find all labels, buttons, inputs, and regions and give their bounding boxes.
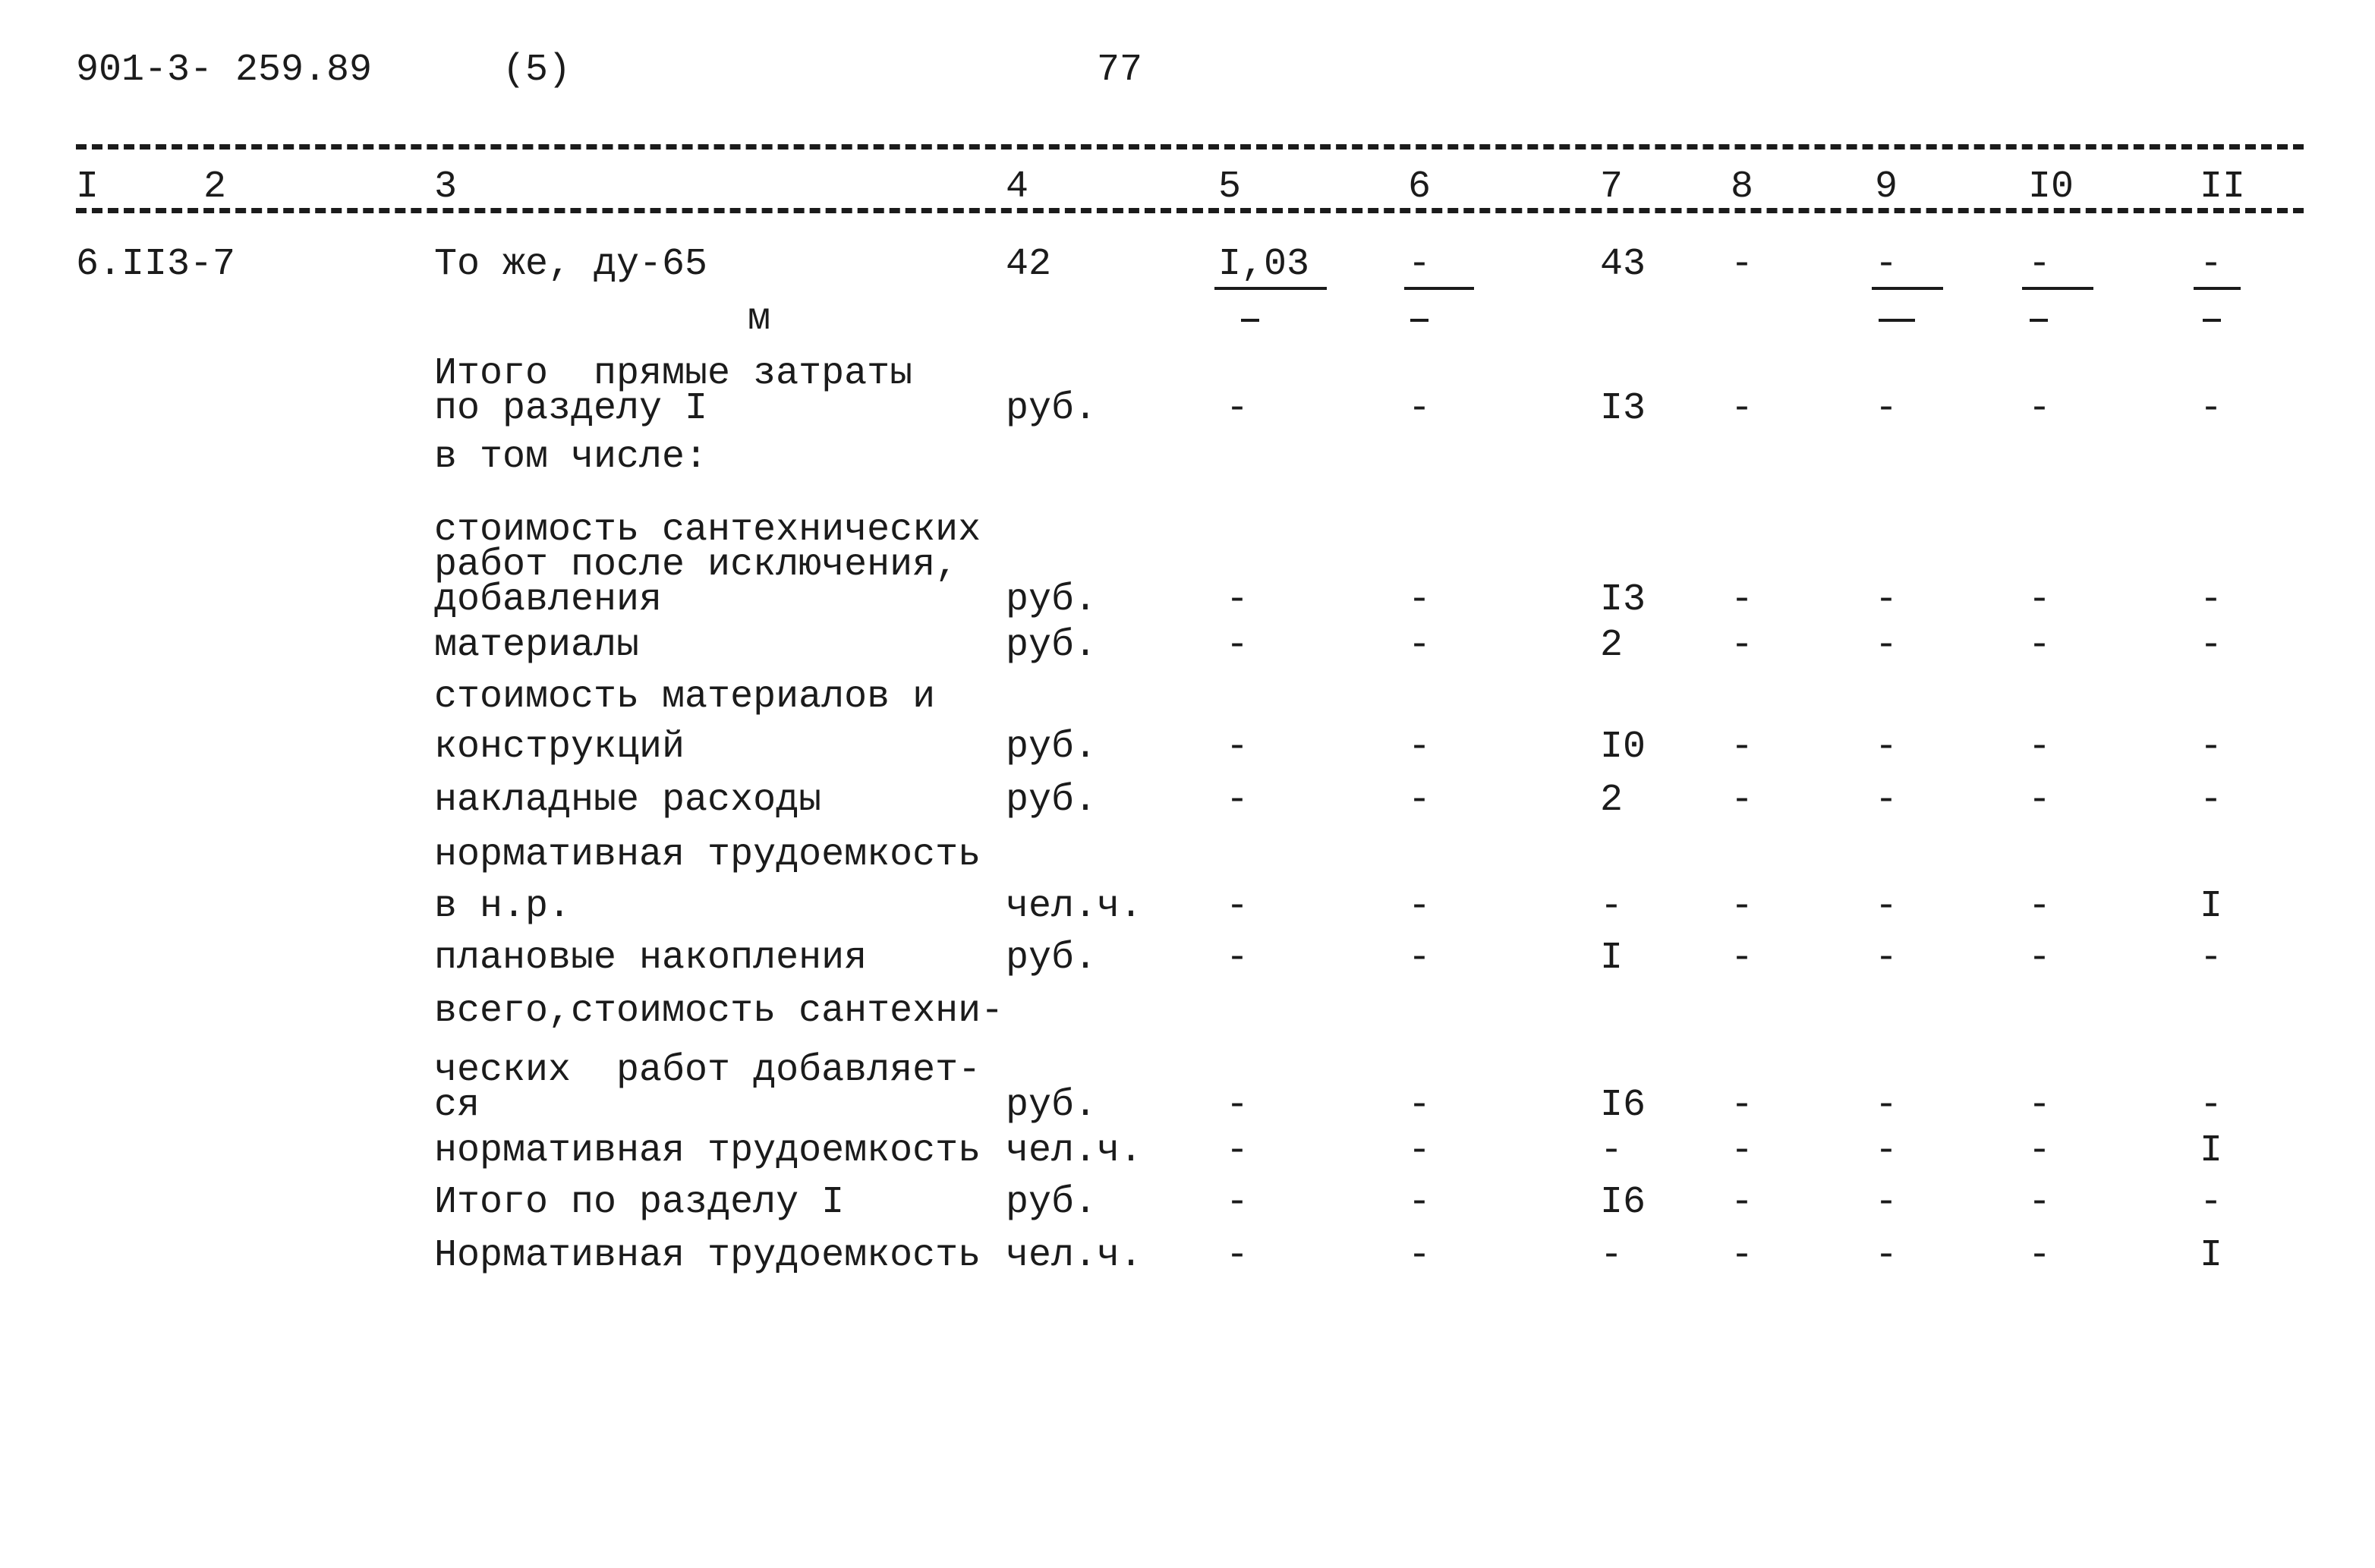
row-11-text-line: ческих работ добавляет-: [434, 1049, 981, 1092]
row-8-col7: -: [1600, 885, 1624, 928]
row-2-col7: I3: [1600, 578, 1646, 622]
row-9-col6: -: [1408, 937, 1432, 980]
col9-underline: [1872, 287, 1943, 290]
row-6-col11: -: [2200, 779, 2223, 822]
col-header-7: 7: [1600, 165, 1624, 209]
row-14-col11: I: [2200, 1234, 2223, 1277]
row-2-col9: -: [1875, 578, 1898, 622]
row-11-col7: I6: [1600, 1084, 1646, 1127]
row-7-text-line: нормативная трудоемкость: [434, 833, 981, 877]
row-5-unit: руб.: [1006, 726, 1098, 769]
row-3-text-line: материалы: [434, 624, 640, 667]
row-2-col8: -: [1731, 578, 1754, 622]
row-13-col11: -: [2200, 1181, 2223, 1224]
row-13-col8: -: [1731, 1181, 1754, 1224]
row-2-col6: -: [1408, 578, 1432, 622]
item-col5: I,03: [1218, 243, 1310, 286]
row-2-col11: -: [2200, 578, 2223, 622]
col-header-11: II: [2200, 165, 2246, 209]
row-6-col8: -: [1731, 779, 1754, 822]
item-col8: -: [1731, 243, 1754, 286]
row-12-col10: -: [2028, 1129, 2052, 1173]
row-6-col6: -: [1408, 779, 1432, 822]
row-8-col6: -: [1408, 885, 1432, 928]
row-2-col10: -: [2028, 578, 2052, 622]
row-9-col7: I: [1600, 937, 1624, 980]
row-13-col5: -: [1226, 1181, 1249, 1224]
row-11-unit: руб.: [1006, 1084, 1098, 1127]
item-col10: -: [2028, 243, 2052, 286]
row-13-col9: -: [1875, 1181, 1898, 1224]
row-14-text-line: Нормативная трудоемкость: [434, 1234, 981, 1277]
item-col9: -: [1875, 243, 1898, 286]
col10-underline: [2022, 287, 2093, 290]
col-header-1: I: [76, 165, 99, 209]
page-number: 77: [1097, 49, 1143, 92]
row-0-col10: -: [2028, 387, 2052, 430]
row-9-col5: -: [1226, 937, 1249, 980]
row-12-unit: чел.ч.: [1006, 1129, 1143, 1173]
row-6-unit: руб.: [1006, 779, 1098, 822]
row-1-text-line: в том числе:: [434, 436, 708, 479]
row-6-text-line: накладные расходы: [434, 779, 822, 822]
col-header-10: I0: [2028, 165, 2074, 209]
row-0-col8: -: [1731, 387, 1754, 430]
row-5-col11: -: [2200, 726, 2223, 769]
row-12-col8: -: [1731, 1129, 1754, 1173]
row-8-col5: -: [1226, 885, 1249, 928]
row-8-unit: чел.ч.: [1006, 885, 1143, 928]
header-dashed-rule: [76, 208, 2304, 213]
col5-underline: [1214, 287, 1327, 290]
row-3-unit: руб.: [1006, 624, 1098, 667]
row-6-col5: -: [1226, 779, 1249, 822]
row-6-col9: -: [1875, 779, 1898, 822]
row-8-col11: I: [2200, 885, 2223, 928]
row-6-col10: -: [2028, 779, 2052, 822]
row-13-unit: руб.: [1006, 1181, 1098, 1224]
col-header-5: 5: [1218, 165, 1242, 209]
row-0-col5: -: [1226, 387, 1249, 430]
row-12-col6: -: [1408, 1129, 1432, 1173]
row-0-text-line: Итого прямые затраты: [434, 352, 913, 395]
row-4-text-line: стоимость материалов и: [434, 675, 936, 719]
mark-col6: [1410, 319, 1428, 322]
sheet-number: (5): [502, 49, 572, 92]
row-8-text-line: в н.р.: [434, 885, 572, 928]
row-11-col8: -: [1731, 1084, 1754, 1127]
row-12-text-line: нормативная трудоемкость: [434, 1129, 981, 1173]
item-col7: 43: [1600, 243, 1646, 286]
row-12-col11: I: [2200, 1129, 2223, 1173]
row-3-col10: -: [2028, 624, 2052, 667]
row-9-col10: -: [2028, 937, 2052, 980]
row-8-col9: -: [1875, 885, 1898, 928]
col-header-6: 6: [1408, 165, 1432, 209]
row-3-col9: -: [1875, 624, 1898, 667]
row-9-unit: руб.: [1006, 937, 1098, 980]
row-3-col11: -: [2200, 624, 2223, 667]
row-13-col7: I6: [1600, 1181, 1646, 1224]
row-14-col8: -: [1731, 1234, 1754, 1277]
row-5-col8: -: [1731, 726, 1754, 769]
row-5-col10: -: [2028, 726, 2052, 769]
row-9-col8: -: [1731, 937, 1754, 980]
row-5-text-line: конструкций: [434, 726, 685, 769]
row-2-text-line: стоимость сантехнических: [434, 508, 981, 552]
row-5-col9: -: [1875, 726, 1898, 769]
row-5-col6: -: [1408, 726, 1432, 769]
col-header-8: 8: [1731, 165, 1754, 209]
row-0-unit: руб.: [1006, 387, 1098, 430]
mark-col5: [1241, 319, 1259, 322]
row-0-col9: -: [1875, 387, 1898, 430]
col-header-2: 2: [203, 165, 227, 209]
item-code: 6.II3-7: [76, 243, 236, 286]
row-9-col11: -: [2200, 937, 2223, 980]
row-11-col6: -: [1408, 1084, 1432, 1127]
row-0-col11: -: [2200, 387, 2223, 430]
row-2-text-line: работ после исключения,: [434, 543, 959, 587]
col11-underline: [2194, 287, 2241, 290]
mark-col9: [1879, 319, 1915, 322]
row-12-col7: -: [1600, 1129, 1624, 1173]
row-2-text-line: добавления: [434, 578, 663, 622]
row-3-col5: -: [1226, 624, 1249, 667]
col-header-3: 3: [434, 165, 458, 209]
item-name: То же, ду-65: [434, 243, 708, 286]
row-0-text-line: по разделу I: [434, 387, 708, 430]
row-11-col9: -: [1875, 1084, 1898, 1127]
row-14-unit: чел.ч.: [1006, 1234, 1143, 1277]
row-13-col6: -: [1408, 1181, 1432, 1224]
row-11-col5: -: [1226, 1084, 1249, 1127]
row-14-col10: -: [2028, 1234, 2052, 1277]
mark-col11: [2203, 319, 2221, 322]
row-13-text-line: Итого по разделу I: [434, 1181, 845, 1224]
col-header-9: 9: [1875, 165, 1898, 209]
row-3-col7: 2: [1600, 624, 1624, 667]
row-2-col5: -: [1226, 578, 1249, 622]
row-9-text-line: плановые накопления: [434, 937, 868, 980]
item-col6: -: [1408, 243, 1432, 286]
col6-underline: [1404, 287, 1474, 290]
row-11-text-line: ся: [434, 1084, 480, 1127]
row-12-col5: -: [1226, 1129, 1249, 1173]
item-col4: 42: [1006, 243, 1052, 286]
row-0-col7: I3: [1600, 387, 1646, 430]
row-8-col8: -: [1731, 885, 1754, 928]
row-14-col7: -: [1600, 1234, 1624, 1277]
row-5-col7: I0: [1600, 726, 1646, 769]
row-13-col10: -: [2028, 1181, 2052, 1224]
row-3-col8: -: [1731, 624, 1754, 667]
row-8-col10: -: [2028, 885, 2052, 928]
item-col11: -: [2200, 243, 2223, 286]
row-11-col11: -: [2200, 1084, 2223, 1127]
row-11-col10: -: [2028, 1084, 2052, 1127]
row-3-col6: -: [1408, 624, 1432, 667]
top-dashed-rule: [76, 144, 2304, 150]
item-unit-note: м: [748, 298, 771, 341]
row-9-col9: -: [1875, 937, 1898, 980]
row-2-unit: руб.: [1006, 578, 1098, 622]
row-12-col9: -: [1875, 1129, 1898, 1173]
row-6-col7: 2: [1600, 779, 1624, 822]
row-10-text-line: всего,стоимость сантехни-: [434, 990, 1004, 1033]
row-0-col6: -: [1408, 387, 1432, 430]
row-14-col5: -: [1226, 1234, 1249, 1277]
row-14-col9: -: [1875, 1234, 1898, 1277]
row-5-col5: -: [1226, 726, 1249, 769]
mark-col10: [2030, 319, 2048, 322]
row-14-col6: -: [1408, 1234, 1432, 1277]
col-header-4: 4: [1006, 165, 1029, 209]
document-code: 901-3- 259.89: [76, 49, 373, 92]
